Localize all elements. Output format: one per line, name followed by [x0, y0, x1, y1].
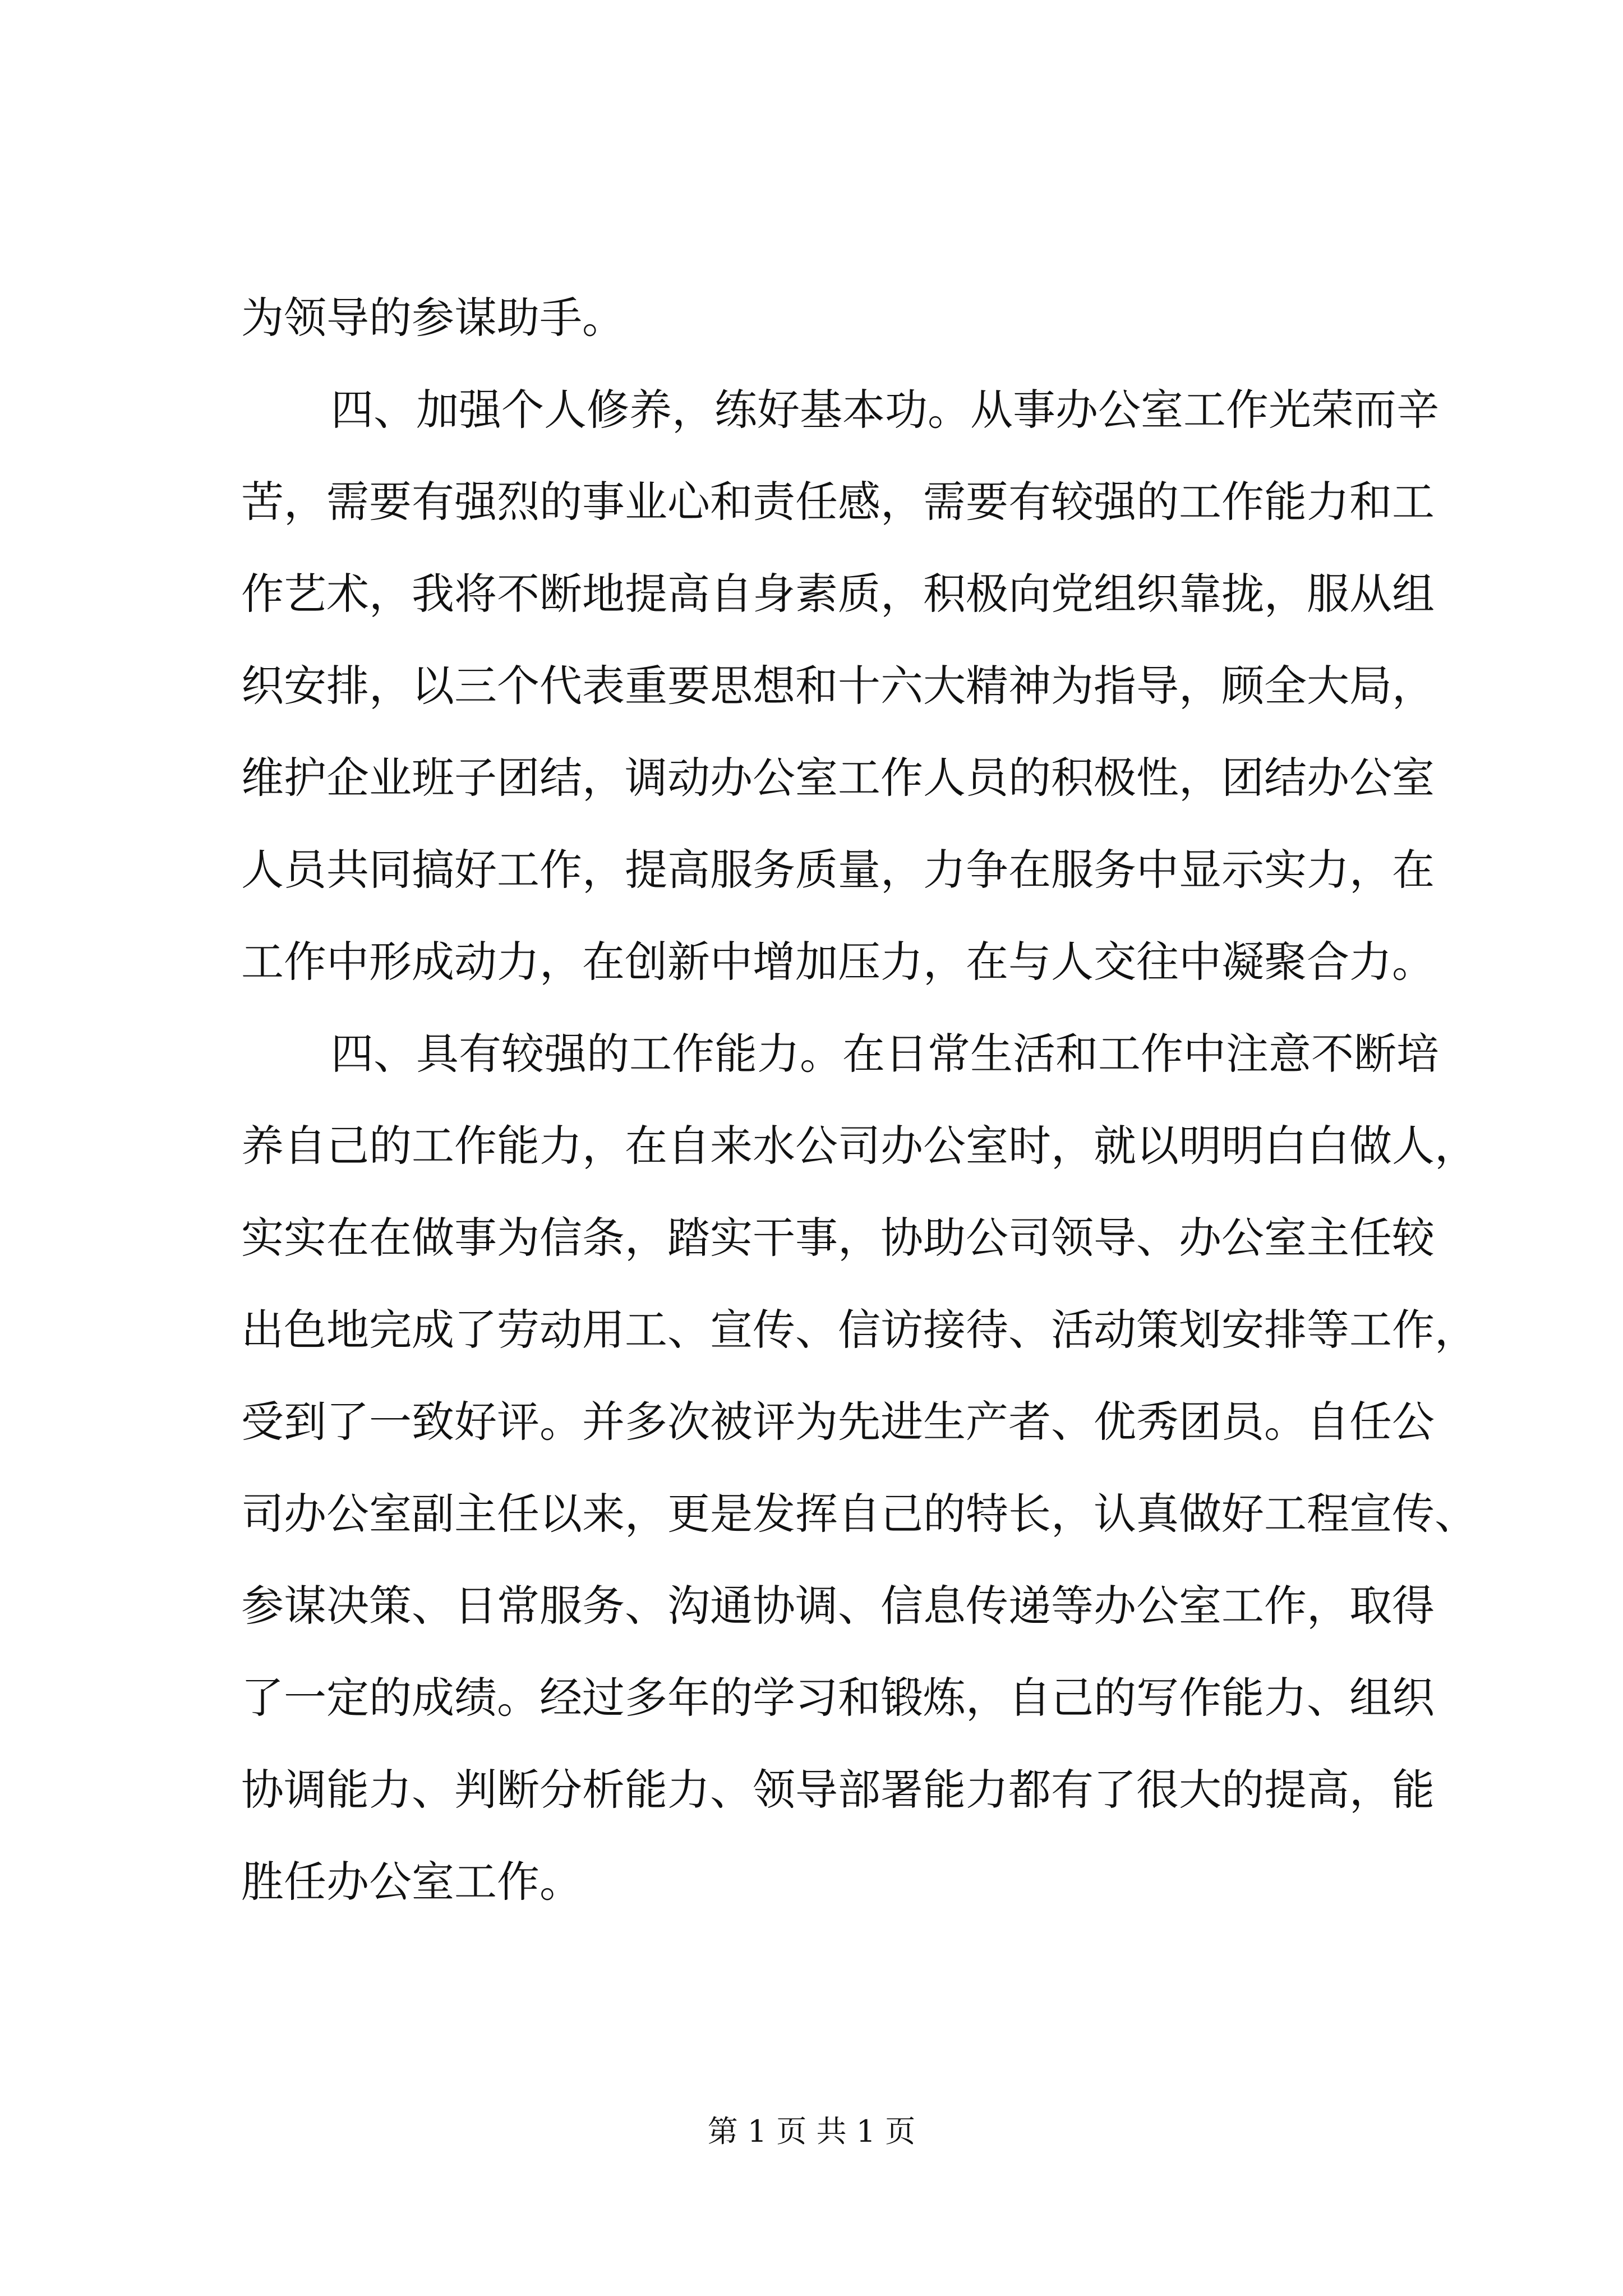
paragraph-start-line: 四、加强个人修养，练好基本功。从事办公室工作光荣而辛 — [331, 385, 1439, 435]
text-line: 实实在在做事为信条，踏实干事，协助公司领导、办公室主任较 — [241, 1213, 1435, 1263]
text-line: 作艺术，我将不断地提高自身素质，积极向党组织靠拢，服从组 — [241, 569, 1435, 619]
text-line: 维护企业班子团结，调动办公室工作人员的积极性，团结办公室 — [241, 753, 1435, 803]
text-line: 出色地完成了劳动用工、宣传、信访接待、活动策划安排等工作， — [241, 1305, 1477, 1355]
text-line: 胜任办公室工作。 — [241, 1857, 582, 1907]
text-line: 织安排，以三个代表重要思想和十六大精神为指导，顾全大局， — [241, 661, 1435, 711]
text-line: 人员共同搞好工作，提高服务质量，力争在服务中显示实力，在 — [241, 845, 1435, 895]
text-line: 司办公室副主任以来，更是发挥自己的特长，认真做好工程宣传、 — [241, 1489, 1477, 1539]
paragraph-start-line: 四、具有较强的工作能力。在日常生活和工作中注意不断培 — [331, 1029, 1439, 1079]
text-line: 工作中形成动力，在创新中增加压力，在与人交往中凝聚合力。 — [241, 937, 1435, 987]
document-body — [241, 272, 1475, 1928]
page-number-footer: 第 1 页 共 1 页 — [707, 2114, 916, 2149]
text-line: 为领导的参谋助手。 — [241, 293, 625, 343]
text-line: 了一定的成绩。经过多年的学习和锻炼，自己的写作能力、组织 — [241, 1673, 1435, 1723]
text-line: 苦，需要有强烈的事业心和责任感，需要有较强的工作能力和工 — [241, 477, 1435, 527]
text-line: 受到了一致好评。并多次被评为先进生产者、优秀团员。自任公 — [241, 1397, 1435, 1447]
text-line: 养自己的工作能力，在自来水公司办公室时，就以明明白白做人， — [241, 1121, 1477, 1171]
text-line: 参谋决策、日常服务、沟通协调、信息传递等办公室工作，取得 — [241, 1581, 1435, 1631]
text-line: 协调能力、判断分析能力、领导部署能力都有了很大的提高，能 — [241, 1765, 1435, 1815]
